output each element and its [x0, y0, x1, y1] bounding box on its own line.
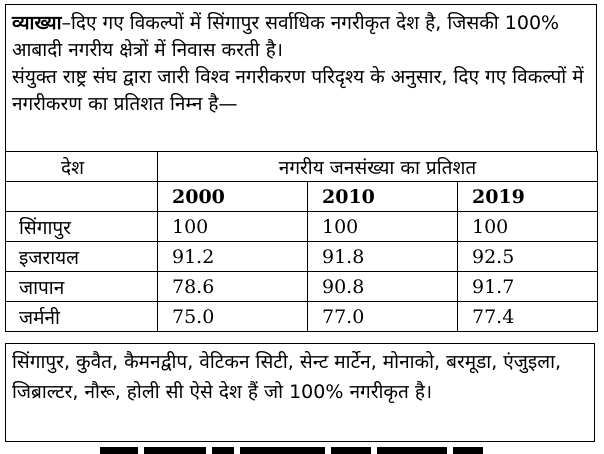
value-cell: 91.7 [458, 272, 598, 302]
year-2019: 2019 [458, 182, 598, 212]
table-row [6, 242, 598, 272]
table-row [6, 212, 598, 242]
value-cell: 91.2 [158, 242, 308, 272]
cropped-next-line [100, 447, 530, 454]
explanation-para-2: संयुक्त राष्ट्र संघ द्वारा जारी विश्व नगरीकरण परिदृश्य के अनुसार, दिए गए विकल्पों में नगरीकरण का प्रतिशत निम्न है— [12, 66, 584, 115]
header-percent: नगरीय जनसंख्या का प्रतिशत [158, 152, 598, 182]
note-text: सिंगापुर, कुवैत, कैमनद्वीप, वेटिकन सिटी, सेन्ट मार्टेन, मोनाको, बरमूडा, एंजुइला, जिब्राल्टर, नौरू, होली सी ऐसे देश हैं जो 100% नगरीकृत है। [12, 351, 562, 403]
explanation-para-1: –दिए गए विकल्पों में सिंगापुर सर्वाधिक नगरीकृत देश है, जिसकी 100% आबादी नगरीय क्षेत्रों में निवास करती है। [12, 12, 560, 61]
year-2010: 2010 [308, 182, 458, 212]
table-row [6, 302, 598, 332]
value-cell: 78.6 [158, 272, 308, 302]
value-cell: 91.8 [308, 242, 458, 272]
year-blank-cell [6, 182, 158, 212]
value-cell: 77.0 [308, 302, 458, 332]
table-header-row [6, 152, 598, 182]
explanation-box [5, 4, 597, 152]
value-cell: 77.4 [458, 302, 598, 332]
value-cell: 100 [458, 212, 598, 242]
country-cell: इजरायल [6, 242, 158, 272]
table-row [6, 272, 598, 302]
urbanization-table [5, 151, 598, 332]
value-cell: 92.5 [458, 242, 598, 272]
country-cell: जर्मनी [6, 302, 158, 332]
country-cell: जापान [6, 272, 158, 302]
header-country: देश [6, 152, 158, 182]
note-box [5, 343, 595, 442]
explanation-keyword: व्याख्या [12, 12, 62, 34]
country-cell: सिंगापुर [6, 212, 158, 242]
value-cell: 100 [158, 212, 308, 242]
table-year-row [6, 182, 598, 212]
year-2000: 2000 [158, 182, 308, 212]
value-cell: 90.8 [308, 272, 458, 302]
value-cell: 75.0 [158, 302, 308, 332]
value-cell: 100 [308, 212, 458, 242]
